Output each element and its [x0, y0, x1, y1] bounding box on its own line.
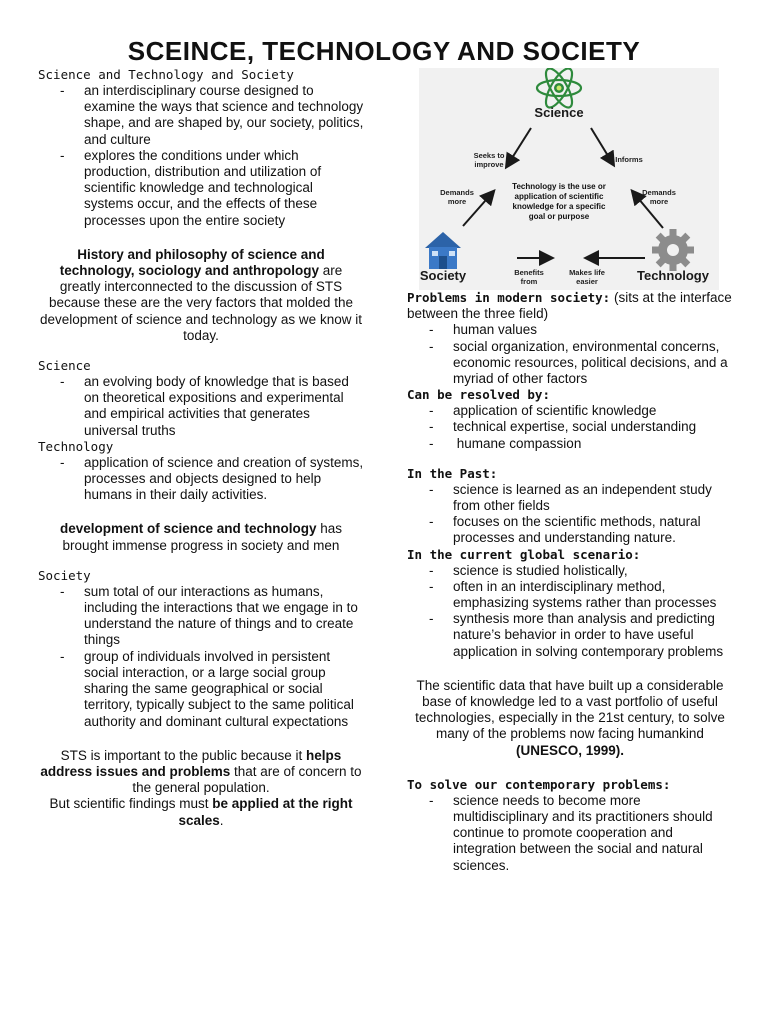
- science-list: [38, 374, 364, 439]
- list-item: - science is studied holistically,: [407, 563, 733, 579]
- sts-diagram-svg: [419, 68, 719, 290]
- demands-left-1: Demands: [440, 188, 474, 197]
- past-list: [407, 482, 733, 547]
- sts-diagram: [419, 68, 719, 290]
- technology-heading: Technology: [38, 438, 114, 454]
- society-list: [38, 584, 364, 730]
- center-line-2: application of scientific: [514, 192, 604, 201]
- benefits-label-2: from: [520, 277, 538, 286]
- solve-heading: To solve our contemporary problems:: [407, 776, 671, 792]
- house-icon: [425, 232, 461, 269]
- history-paragraph: [38, 247, 364, 344]
- demands-right-1: Demands: [642, 188, 676, 197]
- resolved-heading: Can be resolved by:: [407, 387, 550, 403]
- unesco-paragraph: [407, 678, 733, 759]
- findings-pre: But scientific findings must: [49, 796, 213, 812]
- important-bold: helps address issues and problems: [40, 747, 342, 779]
- science-heading: Science: [38, 358, 91, 374]
- demands-right-2: more: [649, 197, 669, 206]
- unesco-text: The scientific data that have built up a considerable base of knowledge led to a vast portfolio of useful technologies, especially in the 21st century, to solve many of the problems now facing humankind: [415, 677, 725, 742]
- society-label: Society: [419, 268, 467, 283]
- findings-post: .: [219, 812, 224, 828]
- makes-label-2: easier: [576, 277, 598, 286]
- arrow-science-society: [507, 128, 531, 166]
- technology-list: [38, 455, 364, 504]
- center-line-4: goal or purpose: [528, 212, 590, 221]
- history-rest: are greatly interconnected to the discussion of STS because these are the very factors that molded the development of science and technology as we know it today.: [40, 263, 362, 343]
- important-post: that are of concern to the general population.: [132, 763, 362, 796]
- seeks-label-2: improve: [474, 160, 504, 169]
- current-heading: In the current global scenario:: [407, 546, 641, 562]
- list-item: - explores the conditions under which production, distribution and utilization of scientific knowledge and technological systems occur, and the effects of these processes upon the entire society: [38, 148, 364, 229]
- list-item: - synthesis more than analysis and predicting nature’s behavior in order to have useful application in solving contemporary problems: [407, 611, 733, 660]
- resolved-list: [407, 403, 733, 452]
- important-pre: STS is important to the public because it: [60, 747, 307, 763]
- list-item: - an interdisciplinary course designed to examine the ways that science and technology shape, and are shaped by, our society, politics, and culture: [38, 83, 364, 148]
- science-label: Science: [534, 105, 584, 120]
- development-paragraph: [38, 521, 364, 553]
- list-item: - science needs to become more multidisciplinary and its practitioners should continue to promote cooperation and integration between the social and natural sciences.: [407, 793, 733, 874]
- benefits-label-1: Benefits: [514, 268, 544, 277]
- society-heading: Society: [38, 567, 91, 583]
- list-item: - an evolving body of knowledge that is based on theoretical expositions and experimental and empirical activities that generates universal truths: [38, 374, 364, 439]
- findings-bold: be applied at the right scales: [178, 796, 353, 828]
- current-list: [407, 563, 733, 660]
- problems-heading: Problems in modern society:: [407, 290, 611, 305]
- unesco-citation: (UNESCO, 1999).: [515, 742, 625, 758]
- demands-left-2: more: [447, 197, 467, 206]
- important-paragraph: [38, 748, 364, 829]
- list-item: - focuses on the scientific methods, natural processes and understanding nature.: [407, 514, 733, 546]
- informs-label: Informs: [615, 155, 643, 164]
- list-item: - human values: [407, 322, 733, 338]
- list-item: - technical expertise, social understanding: [407, 419, 733, 435]
- page-title: SCEINCE, TECHNOLOGY AND SOCIETY: [127, 36, 641, 66]
- arrow-society-demands: [463, 192, 493, 226]
- sts-list: [38, 83, 364, 229]
- center-line-3: knowledge for a specific: [512, 202, 606, 211]
- right-column: [407, 290, 733, 874]
- list-item: - group of individuals involved in persistent social interaction, or a large social group sharing the same geographical or social territory, typically subject to the same political authority and dominant cultural expectations: [38, 649, 364, 730]
- list-item: - often in an interdisciplinary method, emphasizing systems rather than processes: [407, 579, 733, 611]
- problems-list: [407, 322, 733, 387]
- problems-paragraph: [407, 290, 733, 322]
- sts-heading: Science and Technology and Society: [38, 67, 294, 82]
- history-bold: History and philosophy of science and technology, sociology and anthropology: [59, 246, 325, 279]
- list-item: - social organization, environmental concerns, economic resources, political decisions, and a myriad of other factors: [407, 339, 733, 388]
- seeks-label-1: Seeks to: [473, 151, 505, 160]
- arrow-science-technology: [591, 128, 613, 164]
- solve-list: [407, 793, 733, 874]
- list-item: - science is learned as an independent study from other fields: [407, 482, 733, 514]
- list-item: - humane compassion: [407, 436, 733, 452]
- list-item: - sum total of our interactions as humans, including the interactions that we engage in to understand the nature of things and to create things: [38, 584, 364, 649]
- problems-note: (sits at the interface between the three field): [407, 290, 732, 322]
- makes-label-1: Makes life: [569, 268, 605, 277]
- development-rest: has brought immense progress in society and men: [62, 521, 343, 553]
- development-bold: development of science and technology: [59, 521, 317, 537]
- technology-label: Technology: [637, 268, 709, 283]
- center-line-1: Technology is the use or: [512, 182, 606, 191]
- gear-icon: [652, 229, 694, 271]
- past-heading: In the Past:: [407, 465, 498, 481]
- left-column: [38, 67, 364, 829]
- list-item: - application of scientific knowledge: [407, 403, 733, 419]
- list-item: - application of science and creation of systems, processes and objects designed to help humans in their daily activities.: [38, 455, 364, 504]
